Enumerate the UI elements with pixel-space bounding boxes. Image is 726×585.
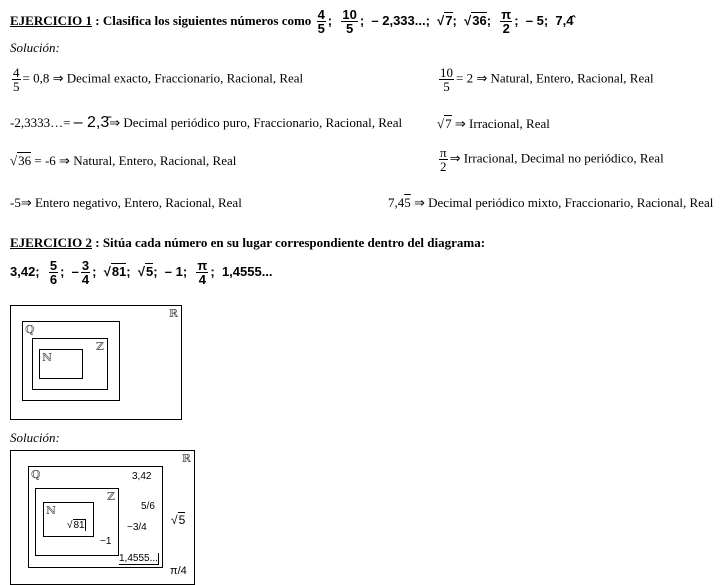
value-neg-3-4: −3/4 — [127, 522, 147, 533]
value-3-42: 3,42 — [132, 471, 152, 482]
exercise-1-header: EJERCICIO 1 : Clasifica los siguientes números como $\frac{4}{5}$ ; $\frac{10}{5}$ ; – 2,333...; √7; √36; $\frac{\pi}{2}$ ; – 5; 7,4̂ — [10, 7, 574, 36]
solution-label: Solución: — [10, 430, 60, 445]
value-1-4555: 1,4555... — [119, 553, 158, 564]
number: – 5; — [525, 12, 549, 28]
exercise-1-title: EJERCICIO 1 — [10, 12, 92, 28]
solution-row: $\frac{4}{5}$ = 0,8 ⇒ Decimal exacto, Fraccionario, Racional, Real — [13, 65, 304, 94]
solution-row: $\frac{10}{5}$ = 2 ⇒ Natural, Entero, Racional, Real — [440, 65, 654, 94]
set-R-label: ℝ — [168, 307, 178, 320]
value-pi-over-4: π/4 — [170, 565, 187, 577]
solution-row: √7 ⇒ Irracional, Real — [437, 116, 550, 131]
number: 36 — [472, 12, 487, 28]
set-N: ℕ — [39, 349, 83, 379]
set-Q: ℚ ℤ ℕ — [22, 321, 120, 401]
number: – 2,333...; — [371, 12, 430, 28]
solution-row: $\frac{\pi}{2}$ ⇒ Irracional, Decimal no periódico, Real — [440, 145, 664, 174]
solution-row: 7,45 ⇒ Decimal periódico mixto, Fraccionario, Racional, Real — [388, 195, 714, 210]
set-Z: ℤ ℕ — [32, 338, 108, 390]
exercise-2-numbers: 3,42; $\frac{5}{6}$ ; – $\frac{3}{4}$ ; √81; √5; – 1; $\frac{\pi}{4}$ ; 1,4555... — [10, 258, 273, 287]
set-N: ℕ √81 — [43, 502, 94, 537]
set-Q: ℚ 3,42 5/6 −3/4 1,4555... ℤ −1 ℕ √81 — [28, 466, 163, 568]
number: 7 — [445, 12, 453, 28]
set-diagram-solution: ℝ √5 π/4 ℚ 3,42 5/6 −3/4 1,4555... ℤ −1 ℕ √81 — [10, 450, 195, 585]
solution-row: -2,3333…= – 2,3̄⇒ Decimal periódico puro, Fraccionario, Racional, Real — [10, 114, 403, 131]
set-Z: ℤ −1 ℕ √81 — [35, 488, 119, 556]
value-neg-1: −1 — [100, 536, 112, 547]
value-sqrt81: √81 — [67, 520, 85, 531]
set-diagram-empty — [10, 305, 182, 420]
fraction: $\frac{\pi}{2}$ — [501, 7, 512, 36]
solution-label: Solución: — [10, 40, 60, 55]
fraction: $\frac{10}{5}$ — [342, 7, 357, 36]
exercise-2-prompt: : Sitúa cada número en su lugar correspondiente dentro del diagrama: — [95, 235, 486, 250]
value-5-6: 5/6 — [141, 501, 155, 512]
exercise-2-title: EJERCICIO 2 — [10, 235, 92, 250]
solution-row: -5⇒ Entero negativo, Entero, Racional, Real — [10, 195, 242, 210]
exercise-2-header — [10, 235, 485, 251]
value-sqrt5: √5 — [171, 513, 186, 527]
fraction: $\frac{4}{5}$ — [317, 7, 325, 36]
number: 7,4̂ — [555, 12, 574, 28]
solution-row: √36 = -6 ⇒ Natural, Entero, Racional, Real — [10, 153, 237, 168]
exercise-1-prompt: : Clasifica los siguientes números como — [95, 12, 312, 28]
